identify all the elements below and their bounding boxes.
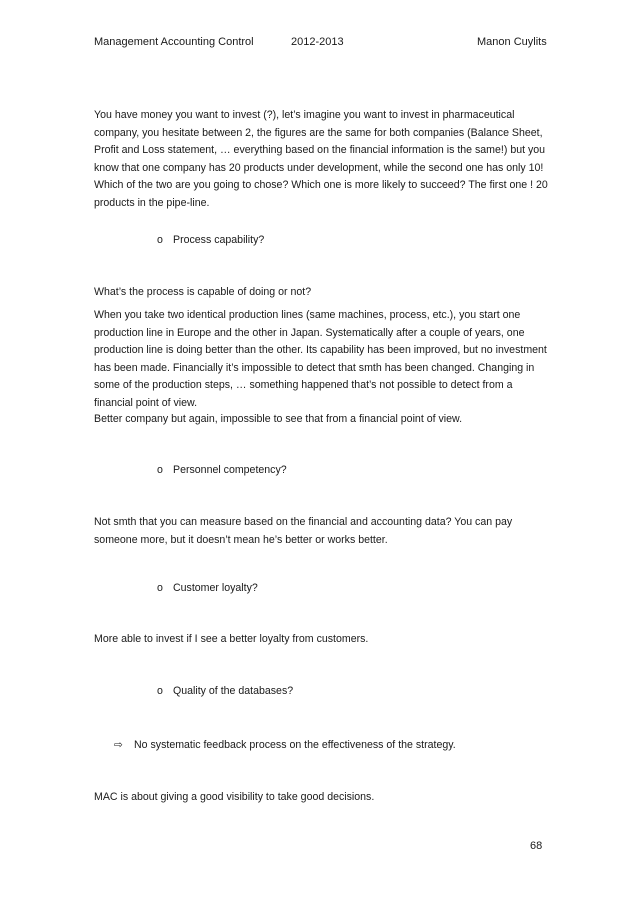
page-number: 68	[530, 840, 543, 852]
arrow-right-icon: ⇨	[114, 739, 123, 751]
header-author: Manon Cuylits	[477, 36, 547, 48]
paragraph-process-question: What’s the process is capable of doing or not?	[94, 286, 312, 298]
bullet-marker: o	[157, 685, 163, 697]
paragraph-loyalty: More able to invest if I see a better loyalty from customers.	[94, 633, 369, 645]
bullet-customer-loyalty	[157, 580, 258, 598]
header-year: 2012-2013	[291, 36, 344, 48]
arrow-item-feedback	[114, 737, 456, 755]
bullet-label: Customer loyalty?	[173, 582, 258, 594]
bullet-marker: o	[157, 464, 163, 476]
paragraph-personnel: Not smth that you can measure based on the financial and accounting data? You can pay someone more, but it doesn’t mean he’s better or works better.	[94, 516, 513, 546]
bullet-label: Quality of the databases?	[173, 685, 294, 697]
paragraph-production-lines: When you take two identical production lines (same machines, process, etc.), you start one production line in Europe and the other in Japan. Systematically after a couple of years, one production line is doing better than the other. Its capability has been improved, but no investment has been made. Financially it’s impossible to detect that smth has been changed. Changing in some of the production steps, … something happened that’s not possible to detect from a financial point of view.	[94, 309, 547, 409]
paragraph-better-company: Better company but again, impossible to see that from a financial point of view.	[94, 413, 463, 425]
bullet-label: Personnel competency?	[173, 464, 287, 476]
bullet-databases	[157, 683, 293, 701]
bullet-personnel-competency	[157, 462, 287, 480]
paragraph-mac-conclusion: MAC is about giving a good visibility to take good decisions.	[94, 791, 375, 803]
paragraph-investment: You have money you want to invest (?), let’s imagine you want to invest in pharmaceutical company, you hesitate between 2, the figures are the same for both companies (Balance Sheet, Profit and Loss statement, … everything based on the financial information is the same!) but you know that one company has 20 products under development, while the second one has only 10! Which of the two are you going to chose? Which one is more likely to succeed? The first one ! 20 products in the pipe-line.	[94, 109, 548, 209]
arrow-item-text: No systematic feedback process on the effectiveness of the strategy.	[134, 739, 456, 751]
bullet-marker: o	[157, 234, 163, 246]
header-course: Management Accounting Control	[94, 36, 254, 48]
bullet-process-capability	[157, 232, 264, 250]
bullet-label: Process capability?	[173, 234, 265, 246]
bullet-marker: o	[157, 582, 163, 594]
